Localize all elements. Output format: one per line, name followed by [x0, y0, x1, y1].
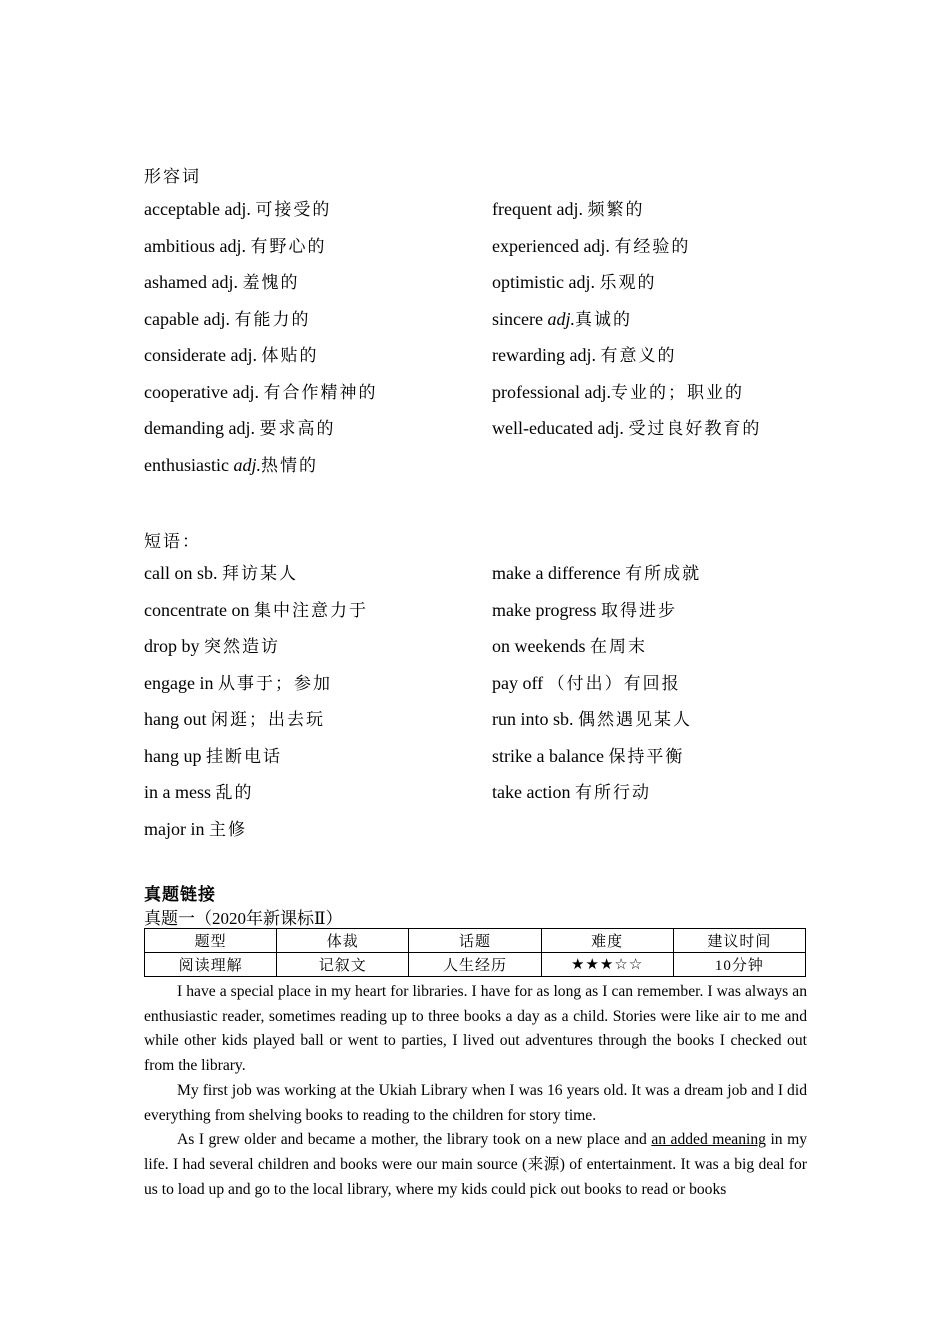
passage-paragraph: I have a special place in my heart for libraries. I have for as long as I can remember. I was always an enthusiastic reader, sometimes reading up to three books a day as a child. Stories were like air to me and while other kids played ball or went to parties, I lived out adventures through the books I checked out from the library.	[144, 983, 807, 1075]
table-cell: 10分钟	[673, 953, 805, 977]
exam-info-table	[144, 928, 806, 977]
vocab-item: considerate adj. 体贴的	[144, 345, 319, 365]
phrases-list	[144, 563, 824, 855]
exam-link-title: 真题链接	[144, 885, 216, 904]
vocab-row	[144, 563, 824, 600]
vocab-item: demanding adj. 要求高的	[144, 418, 336, 438]
vocab-row	[144, 636, 824, 673]
exam-subtitle: 真题一（2020年新课标Ⅱ）	[144, 909, 343, 928]
vocab-item: ashamed adj. 羞愧的	[144, 272, 300, 292]
passage-paragraph: My first job was working at the Ukiah Library when I was 16 years old. It was a dream job and I did everything from shelving books to reading to the children for story time.	[144, 1081, 807, 1124]
vocab-row	[144, 418, 824, 455]
table-header-cell: 建议时间	[673, 929, 805, 953]
vocab-row	[144, 746, 824, 783]
vocab-item: ambitious adj. 有野心的	[144, 235, 327, 256]
vocab-item: call on sb. 拜访某人	[144, 563, 298, 583]
vocab-row	[144, 199, 824, 236]
vocab-item: professional adj.专业的；职业的	[492, 381, 744, 402]
vocab-item: sincere adj.真诚的	[492, 308, 632, 329]
table-cell: 阅读理解	[145, 953, 277, 977]
vocab-row	[144, 709, 824, 746]
vocab-row	[144, 782, 824, 819]
vocab-item: pay off （付出）有回报	[492, 672, 681, 693]
adjectives-heading: 形容词	[144, 167, 201, 186]
vocab-item: on weekends 在周末	[492, 636, 647, 656]
vocab-item: frequent adj. 频繁的	[492, 199, 645, 219]
phrases-heading: 短语：	[144, 532, 201, 551]
table-header-row	[145, 929, 806, 953]
table-cell: 记叙文	[277, 953, 409, 977]
vocab-item: make progress 取得进步	[492, 599, 677, 620]
difficulty-rating: ★★★☆☆	[541, 953, 673, 977]
vocab-item: strike a balance 保持平衡	[492, 745, 685, 766]
vocab-item: engage in 从事于；参加	[144, 672, 332, 693]
vocab-row	[144, 236, 824, 273]
passage-paragraph: As I grew older and became a mother, the library took on a new place and an added meaning in my life. I had several children and books were our main source (来源) of entertainment. It was a big deal for us to load up and go to the local library, where my kids could pick out books to read or books	[144, 1131, 808, 1198]
vocab-row	[144, 382, 824, 419]
reading-passage	[144, 980, 807, 1202]
vocab-item: acceptable adj. 可接受的	[144, 199, 332, 219]
table-header-cell: 难度	[541, 929, 673, 953]
vocab-item: run into sb. 偶然遇见某人	[492, 709, 693, 729]
vocab-item: concentrate on 集中注意力于	[144, 599, 368, 620]
underlined-phrase: an added meaning	[651, 1131, 766, 1149]
vocab-row	[144, 272, 824, 309]
vocab-item: hang out 闲逛；出去玩	[144, 709, 325, 729]
vocab-item: optimistic adj. 乐观的	[492, 272, 657, 292]
table-row	[145, 953, 806, 977]
vocab-item: capable adj. 有能力的	[144, 308, 311, 329]
vocab-row	[144, 819, 824, 856]
vocab-row	[144, 345, 824, 382]
table-header-cell: 体裁	[277, 929, 409, 953]
vocab-row	[144, 309, 824, 346]
vocab-item: hang up 挂断电话	[144, 745, 282, 766]
vocab-row	[144, 600, 824, 637]
table-cell: 人生经历	[409, 953, 541, 977]
vocab-row	[144, 673, 824, 710]
vocab-item: cooperative adj. 有合作精神的	[144, 381, 378, 402]
table-header-cell: 题型	[145, 929, 277, 953]
vocab-item: make a difference 有所成就	[492, 563, 702, 583]
vocab-item: rewarding adj. 有意义的	[492, 345, 677, 365]
adjectives-list	[144, 199, 824, 491]
table-header-cell: 话题	[409, 929, 541, 953]
vocab-item: major in 主修	[144, 818, 247, 839]
vocab-item: drop by 突然造访	[144, 636, 280, 656]
vocab-item: experienced adj. 有经验的	[492, 235, 691, 256]
vocab-row	[144, 455, 824, 492]
vocab-item: in a mess 乱的	[144, 782, 254, 802]
vocab-item: enthusiastic adj.热情的	[144, 454, 318, 475]
vocab-item: well-educated adj. 受过良好教育的	[492, 418, 762, 438]
vocab-item: take action 有所行动	[492, 782, 651, 802]
